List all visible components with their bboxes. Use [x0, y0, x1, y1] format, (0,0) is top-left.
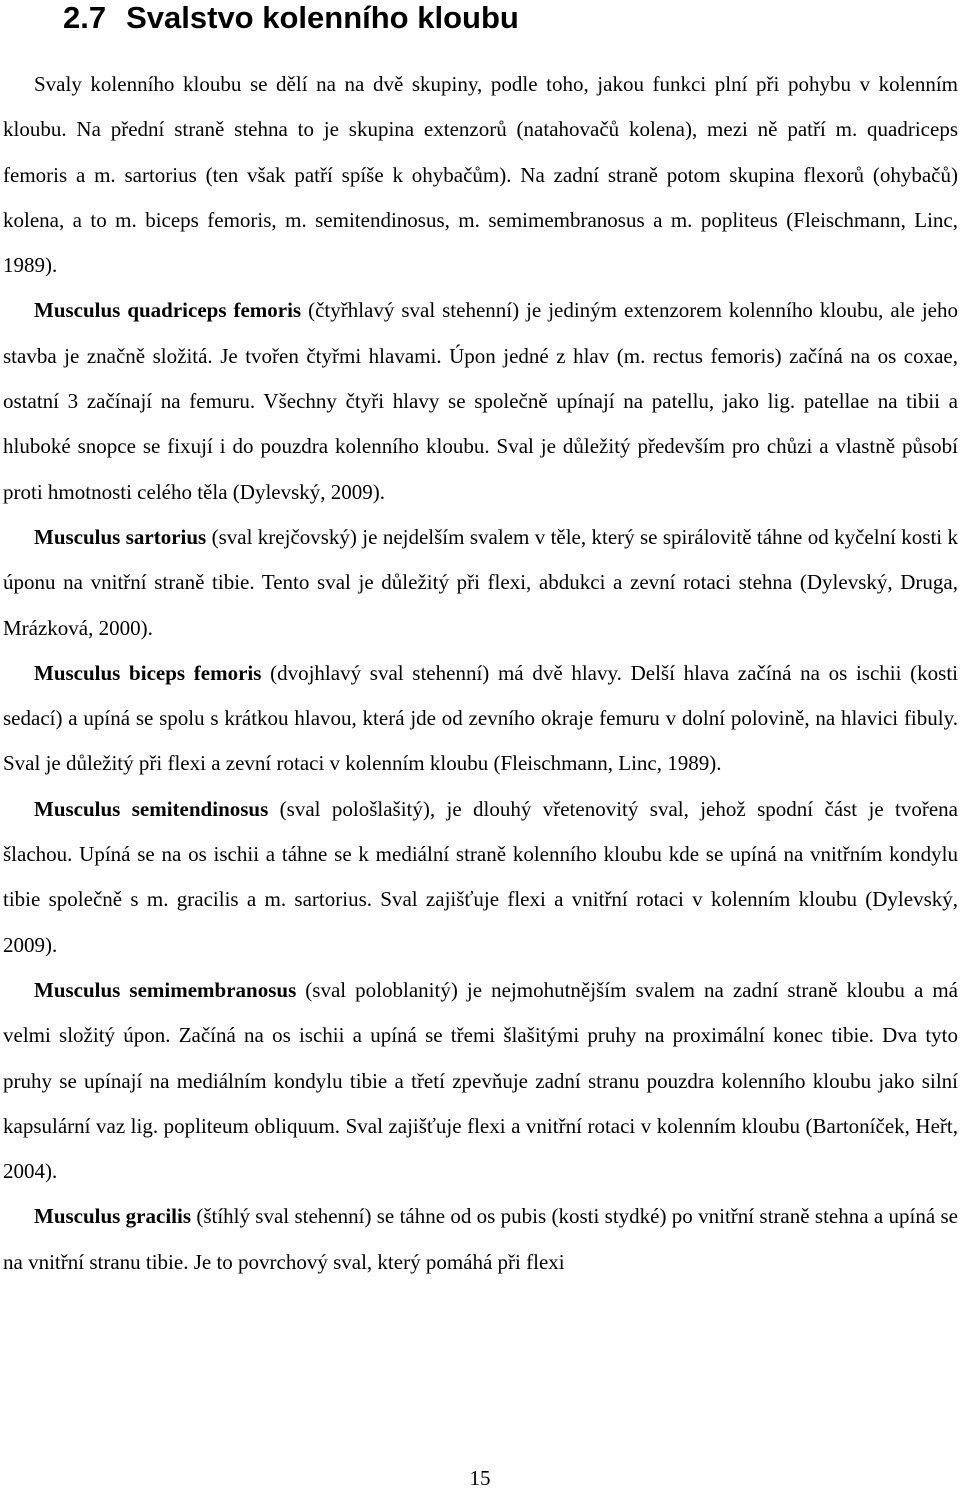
paragraph-semimembranosus [3, 968, 958, 1194]
paragraph-sartorius [3, 515, 958, 651]
paragraph-lead: Musculus sartorius [34, 524, 207, 549]
page-number: 15 [469, 1466, 491, 1490]
section-heading [63, 0, 519, 36]
body-text [3, 62, 958, 1285]
paragraph-semitendinosus [3, 787, 958, 968]
paragraph-text: Svaly kolenního kloubu se dělí na na dvě skupiny, podle toho, jakou funkci plní při pohybu v kolenním kloubu. Na přední straně stehna to je skupina extenzorů (natahovačů kolena), mezi ně patří m. quadriceps femoris a m. sartorius (ten však patří spíše k ohybačům). Na zadní straně potom skupina flexorů (ohybačů) kolena, a to m. biceps femoris, m. semitendinosus, m. semimembranosus a m. popliteus (Fleischmann, Linc, 1989). [3, 72, 958, 278]
section-number: 2.7 [63, 0, 107, 35]
section-title: Svalstvo kolenního kloubu [126, 0, 519, 35]
paragraph-text: (sval krejčovský) je nejdelším svalem v těle, který se spirálovitě táhne od kyčelní kosti k úponu na vnitřní straně tibie. Tento sval je důležitý při flexi, abdukci a zevní rotaci stehna (Dylevský, Druga, Mrázková, 2000). [3, 524, 958, 640]
paragraph-text: (čtyřhlavý sval stehenní) je jediným extenzorem kolenního kloubu, ale jeho stavba je značně složitá. Je tvořen čtyřmi hlavami. Úpon jedné z hlav (m. rectus femoris) začíná na os coxae, ostatní 3 začínají na femuru. Všechny čtyři hlavy se společně upínají na patellu, jako lig. patellae na tibii a hluboké snopce se fixují i do pouzdra kolenního kloubu. Sval je důležitý především pro chůzi a vlastně působí proti hmotnosti celého těla (Dylevský, 2009). [3, 298, 958, 504]
paragraph-gracilis [3, 1194, 958, 1285]
paragraph-quadriceps [3, 288, 958, 514]
paragraph-text: (sval poloblanitý) je nejmohutnějším svalem na zadní straně kloubu a má velmi složitý úpon. Začíná na os ischii a upíná se třemi šlašitými pruhy na proximální konec tibie. Dva tyto pruhy se upínají na mediálním kondylu tibie a třetí zpevňuje zadní stranu pouzdra kolenního kloubu jako silní kapsulární vaz lig. popliteum obliquum. Sval zajišťuje flexi a vnitřní rotaci v kolenním kloubu (Bartoníček, Heřt, 2004). [3, 977, 958, 1184]
paragraph-lead: Musculus gracilis [34, 1204, 191, 1229]
paragraph-biceps-femoris [3, 651, 958, 787]
paragraph-text: (dvojhlavý sval stehenní) má dvě hlavy. Delší hlava začíná na os ischii (kosti sedací) a upíná se spolu s krátkou hlavou, která jde od zevního okraje femuru v dolní polovině, na hlavici fibuly. Sval je důležitý při flexi a zevní rotaci v kolenním kloubu (Fleischmann, Linc, 1989). [3, 660, 959, 776]
paragraph-text: (štíhlý sval stehenní) se táhne od os pubis (kosti stydké) po vnitřní straně stehna a upíná se na vnitřní stranu tibie. Je to povrchový sval, který pomáhá při flexi [3, 1204, 958, 1274]
paragraph-lead: Musculus biceps femoris [34, 660, 262, 685]
paragraph-lead: Musculus quadriceps femoris [34, 298, 302, 323]
paragraph-text: (sval pološlašitý), je dlouhý vřetenovitý sval, jehož spodní část je tvořena šlachou. Upíná se na os ischii a táhne se k mediální straně kolenního kloubu kde se upíná na vnitřním kondylu tibie společně s m. gracilis a m. sartorius. Sval zajišťuje flexi a vnitřní rotaci v kolenním kloubu (Dylevský, 2009). [3, 796, 959, 957]
paragraph-muscle-groups [3, 62, 958, 288]
paragraph-lead: Musculus semimembranosus [34, 977, 297, 1002]
paragraph-lead: Musculus semitendinosus [34, 796, 269, 821]
